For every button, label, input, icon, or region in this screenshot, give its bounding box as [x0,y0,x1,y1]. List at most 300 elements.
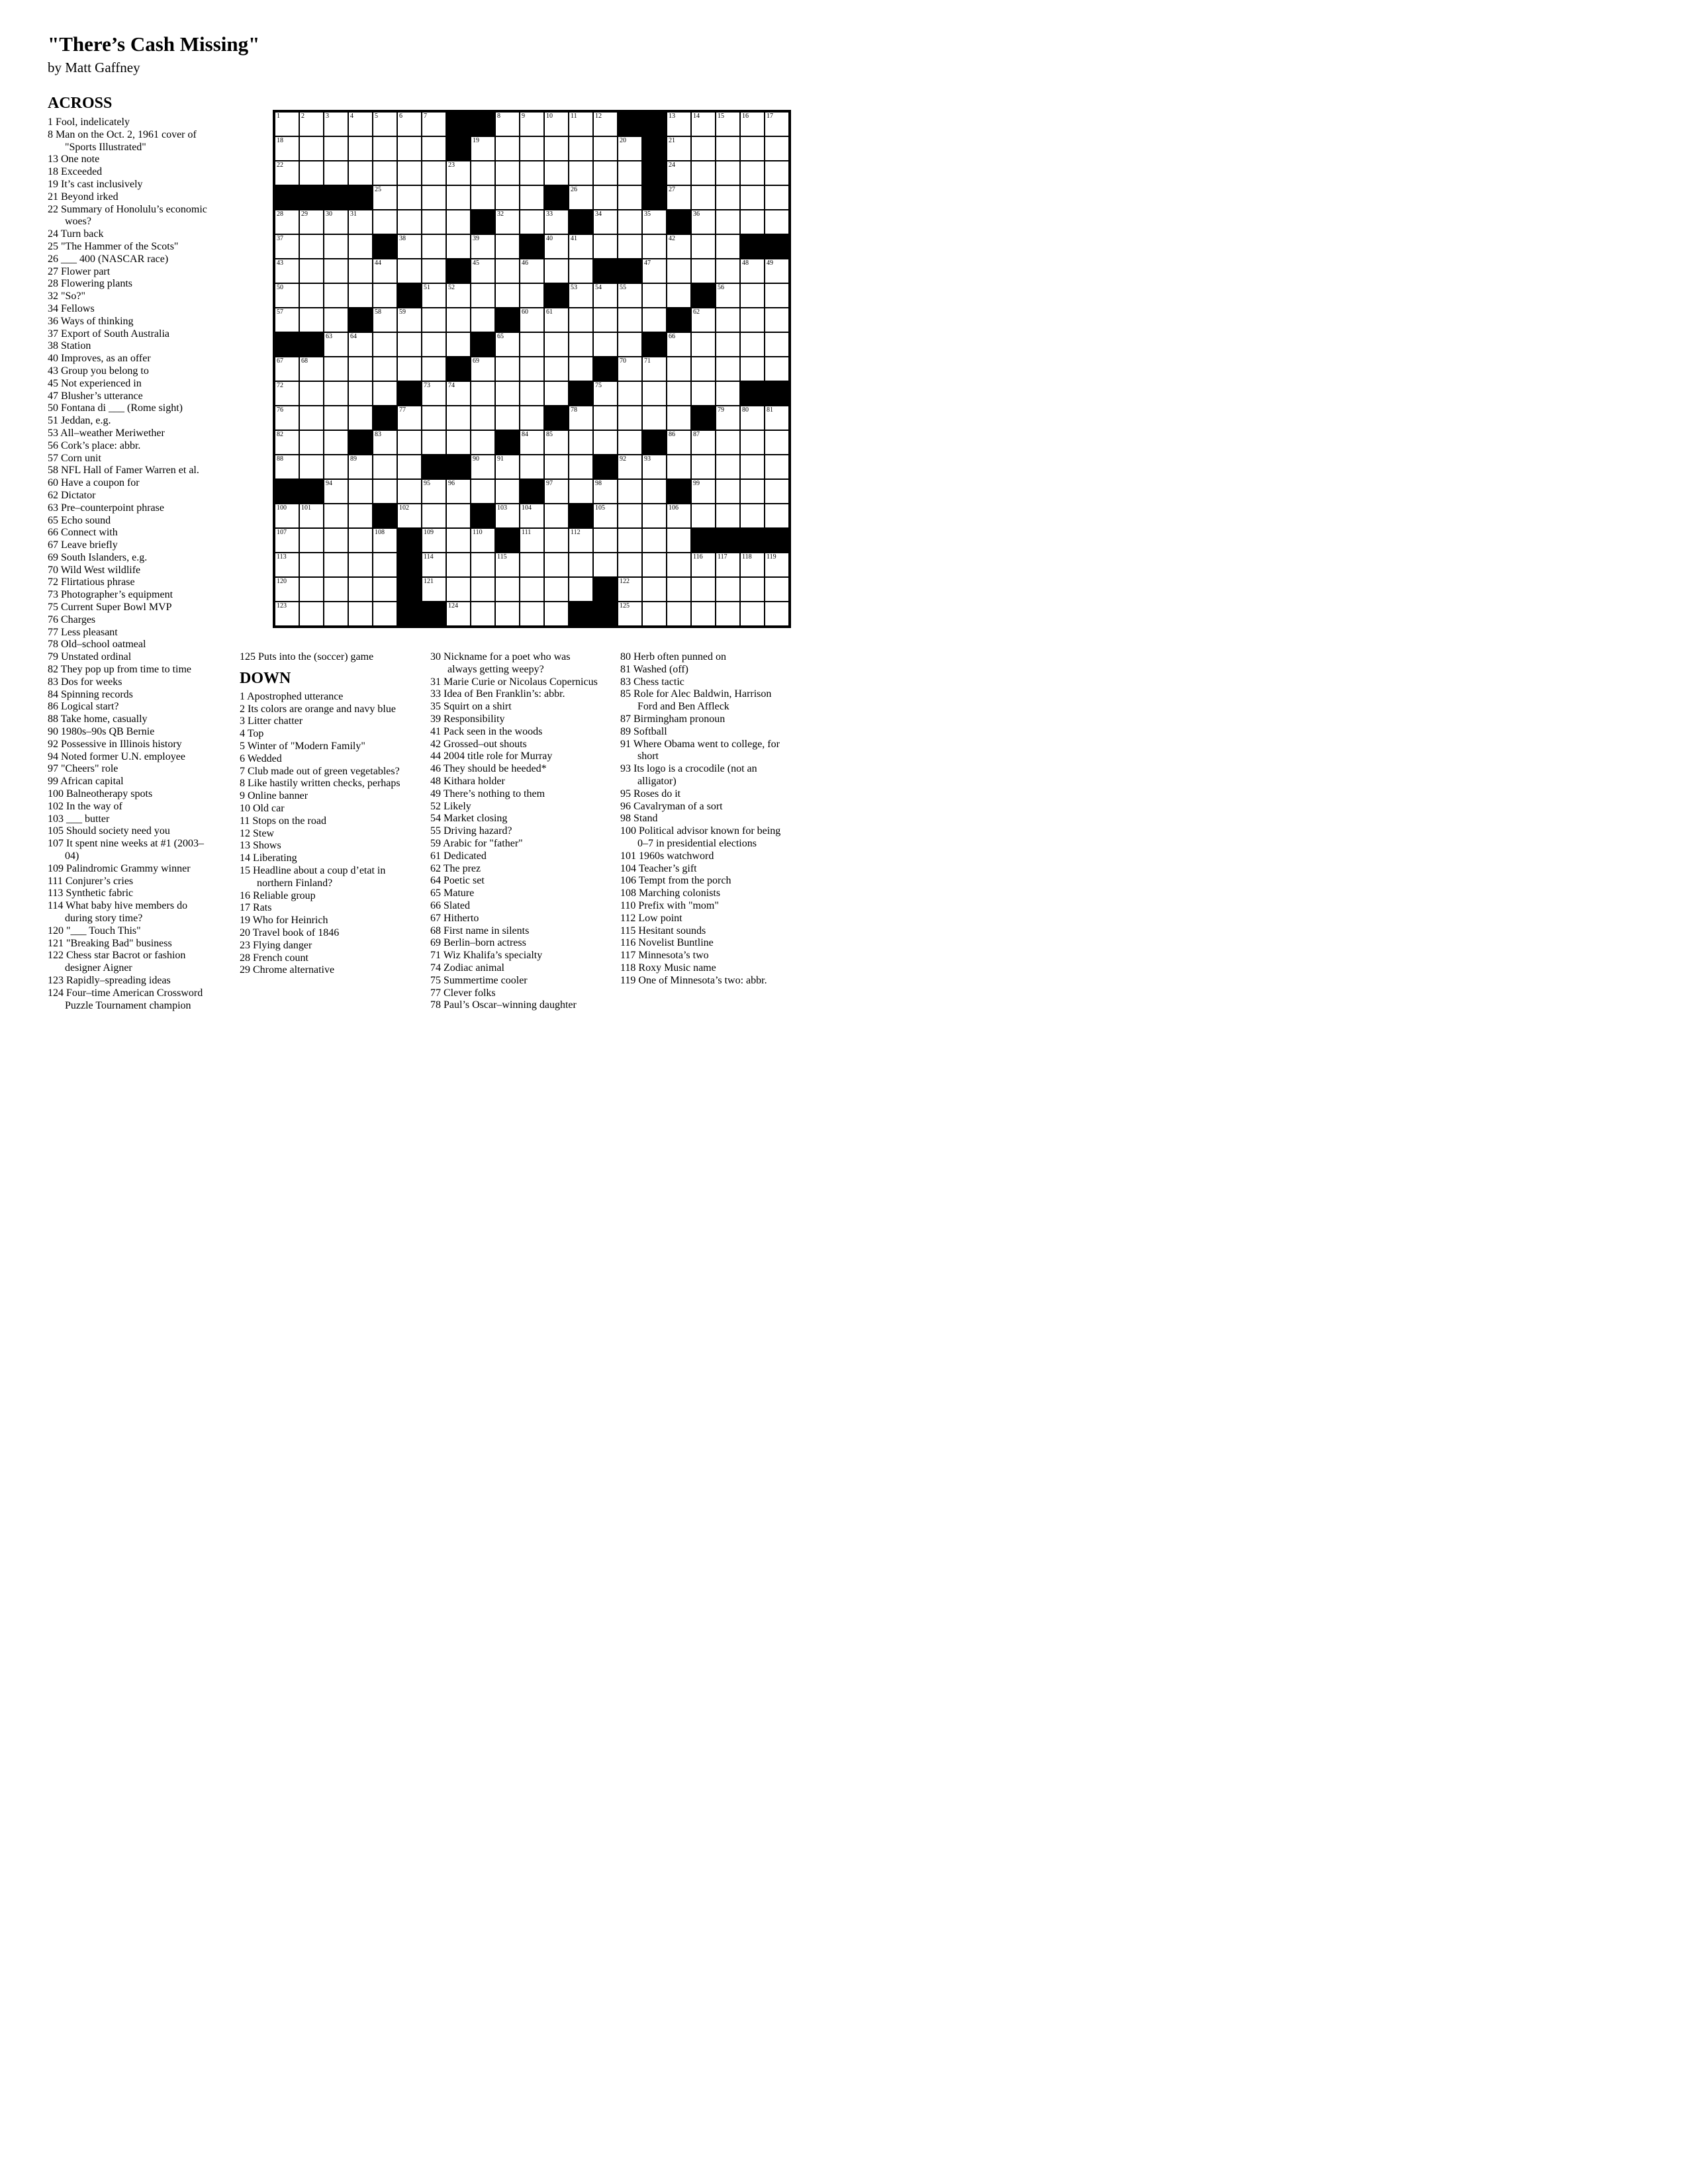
grid-cell[interactable] [765,185,789,210]
grid-cell[interactable] [373,528,397,553]
grid-cell[interactable] [716,455,740,479]
grid-cell[interactable] [765,406,789,430]
grid-cell[interactable] [593,185,618,210]
grid-cell[interactable] [275,234,299,259]
grid-cell[interactable] [446,332,471,357]
grid-cell[interactable] [520,455,544,479]
grid-cell[interactable] [691,357,716,381]
grid-cell[interactable] [446,210,471,234]
grid-cell[interactable] [618,161,642,185]
grid-cell[interactable] [667,381,691,406]
grid-cell[interactable] [446,602,471,626]
grid-cell[interactable] [740,602,765,626]
grid-cell[interactable] [716,430,740,455]
grid-cell[interactable] [593,430,618,455]
grid-cell[interactable] [471,528,495,553]
grid-cell[interactable] [667,577,691,602]
grid-cell[interactable] [348,210,373,234]
grid-cell[interactable] [397,234,422,259]
grid-cell[interactable] [348,161,373,185]
grid-cell[interactable] [618,332,642,357]
grid-cell[interactable] [275,577,299,602]
grid-cell[interactable] [520,430,544,455]
grid-cell[interactable] [740,283,765,308]
grid-cell[interactable] [348,504,373,528]
grid-cell[interactable] [618,234,642,259]
grid-cell[interactable] [618,479,642,504]
grid-cell[interactable] [373,455,397,479]
grid-cell[interactable] [275,283,299,308]
grid-cell[interactable] [446,479,471,504]
grid-cell[interactable] [471,185,495,210]
grid-cell[interactable] [740,479,765,504]
grid-cell[interactable] [348,381,373,406]
grid-cell[interactable] [716,185,740,210]
grid-cell[interactable] [667,136,691,161]
grid-cell[interactable] [324,136,348,161]
grid-cell[interactable] [324,406,348,430]
grid-cell[interactable] [716,112,740,136]
grid-cell[interactable] [765,210,789,234]
grid-cell[interactable] [324,234,348,259]
grid-cell[interactable] [299,504,324,528]
grid-cell[interactable] [275,210,299,234]
grid-cell[interactable] [299,553,324,577]
grid-cell[interactable] [495,283,520,308]
grid-cell[interactable] [569,332,593,357]
grid-cell[interactable] [324,602,348,626]
grid-cell[interactable] [618,577,642,602]
grid-cell[interactable] [373,357,397,381]
grid-cell[interactable] [716,577,740,602]
grid-cell[interactable] [397,210,422,234]
grid-cell[interactable] [765,283,789,308]
grid-cell[interactable] [520,381,544,406]
grid-cell[interactable] [691,259,716,283]
grid-cell[interactable] [471,234,495,259]
grid-cell[interactable] [691,602,716,626]
grid-cell[interactable] [544,504,569,528]
grid-cell[interactable] [397,259,422,283]
grid-cell[interactable] [667,283,691,308]
grid-cell[interactable] [642,259,667,283]
grid-cell[interactable] [593,234,618,259]
grid-cell[interactable] [397,136,422,161]
grid-cell[interactable] [446,406,471,430]
grid-cell[interactable] [667,357,691,381]
grid-cell[interactable] [520,308,544,332]
grid-cell[interactable] [593,381,618,406]
grid-cell[interactable] [691,210,716,234]
grid-cell[interactable] [544,602,569,626]
grid-cell[interactable] [299,308,324,332]
grid-cell[interactable] [422,210,446,234]
grid-cell[interactable] [348,455,373,479]
grid-cell[interactable] [471,308,495,332]
grid-cell[interactable] [740,185,765,210]
grid-cell[interactable] [422,308,446,332]
grid-cell[interactable] [446,528,471,553]
grid-cell[interactable] [373,479,397,504]
grid-cell[interactable] [667,430,691,455]
grid-cell[interactable] [422,381,446,406]
grid-cell[interactable] [471,577,495,602]
grid-cell[interactable] [740,577,765,602]
grid-cell[interactable] [642,406,667,430]
grid-cell[interactable] [397,430,422,455]
grid-cell[interactable] [642,577,667,602]
grid-cell[interactable] [495,185,520,210]
grid-cell[interactable] [667,406,691,430]
grid-cell[interactable] [642,528,667,553]
grid-cell[interactable] [691,136,716,161]
grid-cell[interactable] [667,185,691,210]
grid-cell[interactable] [324,528,348,553]
grid-cell[interactable] [495,504,520,528]
grid-cell[interactable] [618,210,642,234]
grid-cell[interactable] [716,161,740,185]
grid-cell[interactable] [324,210,348,234]
grid-cell[interactable] [348,357,373,381]
grid-cell[interactable] [593,112,618,136]
grid-cell[interactable] [275,308,299,332]
grid-cell[interactable] [691,161,716,185]
grid-cell[interactable] [618,430,642,455]
grid-cell[interactable] [324,357,348,381]
grid-cell[interactable] [716,332,740,357]
grid-cell[interactable] [324,308,348,332]
grid-cell[interactable] [593,553,618,577]
grid-cell[interactable] [593,161,618,185]
grid-cell[interactable] [299,136,324,161]
grid-cell[interactable] [765,602,789,626]
grid-cell[interactable] [471,136,495,161]
grid-cell[interactable] [520,357,544,381]
grid-cell[interactable] [422,283,446,308]
grid-cell[interactable] [740,210,765,234]
grid-cell[interactable] [642,504,667,528]
grid-cell[interactable] [691,308,716,332]
grid-cell[interactable] [422,332,446,357]
grid-cell[interactable] [324,283,348,308]
grid-cell[interactable] [373,112,397,136]
grid-cell[interactable] [520,259,544,283]
grid-cell[interactable] [593,210,618,234]
grid-cell[interactable] [544,259,569,283]
grid-cell[interactable] [299,283,324,308]
grid-cell[interactable] [544,528,569,553]
grid-cell[interactable] [740,332,765,357]
grid-cell[interactable] [373,381,397,406]
grid-cell[interactable] [422,161,446,185]
grid-cell[interactable] [471,455,495,479]
grid-cell[interactable] [520,577,544,602]
grid-cell[interactable] [397,455,422,479]
grid-cell[interactable] [397,357,422,381]
grid-cell[interactable] [471,553,495,577]
grid-cell[interactable] [667,234,691,259]
grid-cell[interactable] [373,332,397,357]
grid-cell[interactable] [373,602,397,626]
grid-cell[interactable] [667,504,691,528]
grid-cell[interactable] [495,577,520,602]
grid-cell[interactable] [740,136,765,161]
grid-cell[interactable] [299,602,324,626]
grid-cell[interactable] [275,259,299,283]
grid-cell[interactable] [471,479,495,504]
grid-cell[interactable] [740,112,765,136]
grid-cell[interactable] [618,357,642,381]
grid-cell[interactable] [569,357,593,381]
grid-cell[interactable] [642,479,667,504]
grid-cell[interactable] [299,234,324,259]
grid-cell[interactable] [667,332,691,357]
grid-cell[interactable] [765,332,789,357]
grid-cell[interactable] [667,528,691,553]
grid-cell[interactable] [495,357,520,381]
grid-cell[interactable] [495,112,520,136]
grid-cell[interactable] [691,479,716,504]
grid-cell[interactable] [691,185,716,210]
grid-cell[interactable] [397,332,422,357]
grid-cell[interactable] [422,553,446,577]
grid-cell[interactable] [373,283,397,308]
grid-cell[interactable] [495,406,520,430]
grid-cell[interactable] [569,234,593,259]
grid-cell[interactable] [348,283,373,308]
grid-cell[interactable] [618,283,642,308]
grid-cell[interactable] [544,430,569,455]
grid-cell[interactable] [422,430,446,455]
grid-cell[interactable] [618,136,642,161]
grid-cell[interactable] [373,161,397,185]
grid-cell[interactable] [716,308,740,332]
grid-cell[interactable] [446,234,471,259]
grid-cell[interactable] [446,161,471,185]
grid-cell[interactable] [397,112,422,136]
grid-cell[interactable] [765,577,789,602]
grid-cell[interactable] [275,455,299,479]
grid-cell[interactable] [397,504,422,528]
grid-cell[interactable] [373,185,397,210]
grid-cell[interactable] [765,504,789,528]
grid-cell[interactable] [299,161,324,185]
grid-cell[interactable] [373,577,397,602]
grid-cell[interactable] [667,112,691,136]
grid-cell[interactable] [471,430,495,455]
grid-cell[interactable] [422,577,446,602]
grid-cell[interactable] [348,577,373,602]
grid-cell[interactable] [324,553,348,577]
grid-cell[interactable] [593,308,618,332]
grid-cell[interactable] [422,528,446,553]
grid-cell[interactable] [324,112,348,136]
grid-cell[interactable] [495,332,520,357]
grid-cell[interactable] [495,234,520,259]
grid-cell[interactable] [397,161,422,185]
grid-cell[interactable] [324,479,348,504]
grid-cell[interactable] [324,259,348,283]
grid-cell[interactable] [520,332,544,357]
grid-cell[interactable] [397,406,422,430]
grid-cell[interactable] [299,577,324,602]
grid-cell[interactable] [544,479,569,504]
grid-cell[interactable] [471,161,495,185]
grid-cell[interactable] [569,528,593,553]
grid-cell[interactable] [765,357,789,381]
grid-cell[interactable] [495,259,520,283]
grid-cell[interactable] [299,259,324,283]
grid-cell[interactable] [691,455,716,479]
grid-cell[interactable] [446,553,471,577]
grid-cell[interactable] [520,112,544,136]
grid-cell[interactable] [348,528,373,553]
grid-cell[interactable] [299,210,324,234]
grid-cell[interactable] [691,553,716,577]
grid-cell[interactable] [275,504,299,528]
grid-cell[interactable] [397,185,422,210]
grid-cell[interactable] [593,283,618,308]
grid-cell[interactable] [716,406,740,430]
grid-cell[interactable] [348,332,373,357]
grid-cell[interactable] [740,430,765,455]
grid-cell[interactable] [740,259,765,283]
grid-cell[interactable] [373,136,397,161]
grid-cell[interactable] [667,602,691,626]
grid-cell[interactable] [618,602,642,626]
grid-cell[interactable] [348,112,373,136]
grid-cell[interactable] [569,161,593,185]
grid-cell[interactable] [520,136,544,161]
grid-cell[interactable] [299,528,324,553]
grid-cell[interactable] [544,381,569,406]
grid-cell[interactable] [618,553,642,577]
grid-cell[interactable] [324,161,348,185]
grid-cell[interactable] [593,332,618,357]
grid-cell[interactable] [765,479,789,504]
grid-cell[interactable] [275,528,299,553]
grid-cell[interactable] [348,234,373,259]
grid-cell[interactable] [299,112,324,136]
grid-cell[interactable] [446,283,471,308]
grid-cell[interactable] [569,136,593,161]
grid-cell[interactable] [422,504,446,528]
grid-cell[interactable] [716,602,740,626]
grid-cell[interactable] [765,455,789,479]
grid-cell[interactable] [422,185,446,210]
grid-cell[interactable] [716,259,740,283]
grid-cell[interactable] [642,283,667,308]
grid-cell[interactable] [544,332,569,357]
grid-cell[interactable] [520,602,544,626]
grid-cell[interactable] [422,479,446,504]
grid-cell[interactable] [544,112,569,136]
grid-cell[interactable] [544,577,569,602]
grid-cell[interactable] [740,161,765,185]
grid-cell[interactable] [422,234,446,259]
grid-cell[interactable] [569,112,593,136]
grid-cell[interactable] [495,479,520,504]
grid-cell[interactable] [373,430,397,455]
grid-cell[interactable] [593,504,618,528]
grid-cell[interactable] [471,357,495,381]
grid-cell[interactable] [618,528,642,553]
grid-cell[interactable] [716,136,740,161]
grid-cell[interactable] [740,504,765,528]
grid-cell[interactable] [348,553,373,577]
grid-cell[interactable] [569,308,593,332]
grid-cell[interactable] [544,357,569,381]
grid-cell[interactable] [593,406,618,430]
grid-cell[interactable] [544,234,569,259]
grid-cell[interactable] [569,283,593,308]
grid-cell[interactable] [373,259,397,283]
grid-cell[interactable] [520,161,544,185]
grid-cell[interactable] [422,112,446,136]
grid-cell[interactable] [495,210,520,234]
grid-cell[interactable] [716,504,740,528]
grid-cell[interactable] [569,185,593,210]
grid-cell[interactable] [446,430,471,455]
grid-cell[interactable] [348,479,373,504]
grid-cell[interactable] [569,577,593,602]
grid-cell[interactable] [716,553,740,577]
grid-cell[interactable] [740,553,765,577]
grid-cell[interactable] [642,210,667,234]
grid-cell[interactable] [691,381,716,406]
grid-cell[interactable] [569,259,593,283]
grid-cell[interactable] [642,357,667,381]
grid-cell[interactable] [691,504,716,528]
grid-cell[interactable] [642,308,667,332]
grid-cell[interactable] [667,553,691,577]
grid-cell[interactable] [275,112,299,136]
grid-cell[interactable] [373,308,397,332]
grid-cell[interactable] [593,479,618,504]
grid-cell[interactable] [275,553,299,577]
grid-cell[interactable] [373,210,397,234]
grid-cell[interactable] [716,234,740,259]
grid-cell[interactable] [691,430,716,455]
grid-cell[interactable] [275,430,299,455]
grid-cell[interactable] [324,332,348,357]
grid-cell[interactable] [471,283,495,308]
grid-cell[interactable] [348,602,373,626]
grid-cell[interactable] [324,504,348,528]
grid-cell[interactable] [348,136,373,161]
grid-cell[interactable] [716,357,740,381]
grid-cell[interactable] [299,381,324,406]
grid-cell[interactable] [544,553,569,577]
grid-cell[interactable] [642,455,667,479]
grid-cell[interactable] [667,455,691,479]
grid-cell[interactable] [667,161,691,185]
grid-cell[interactable] [544,308,569,332]
grid-cell[interactable] [520,283,544,308]
grid-cell[interactable] [618,308,642,332]
grid-cell[interactable] [569,553,593,577]
grid-cell[interactable] [299,430,324,455]
grid-cell[interactable] [495,455,520,479]
grid-cell[interactable] [618,381,642,406]
grid-cell[interactable] [299,357,324,381]
grid-cell[interactable] [765,308,789,332]
grid-cell[interactable] [593,528,618,553]
grid-cell[interactable] [348,259,373,283]
grid-cell[interactable] [275,161,299,185]
grid-cell[interactable] [716,283,740,308]
grid-cell[interactable] [642,553,667,577]
